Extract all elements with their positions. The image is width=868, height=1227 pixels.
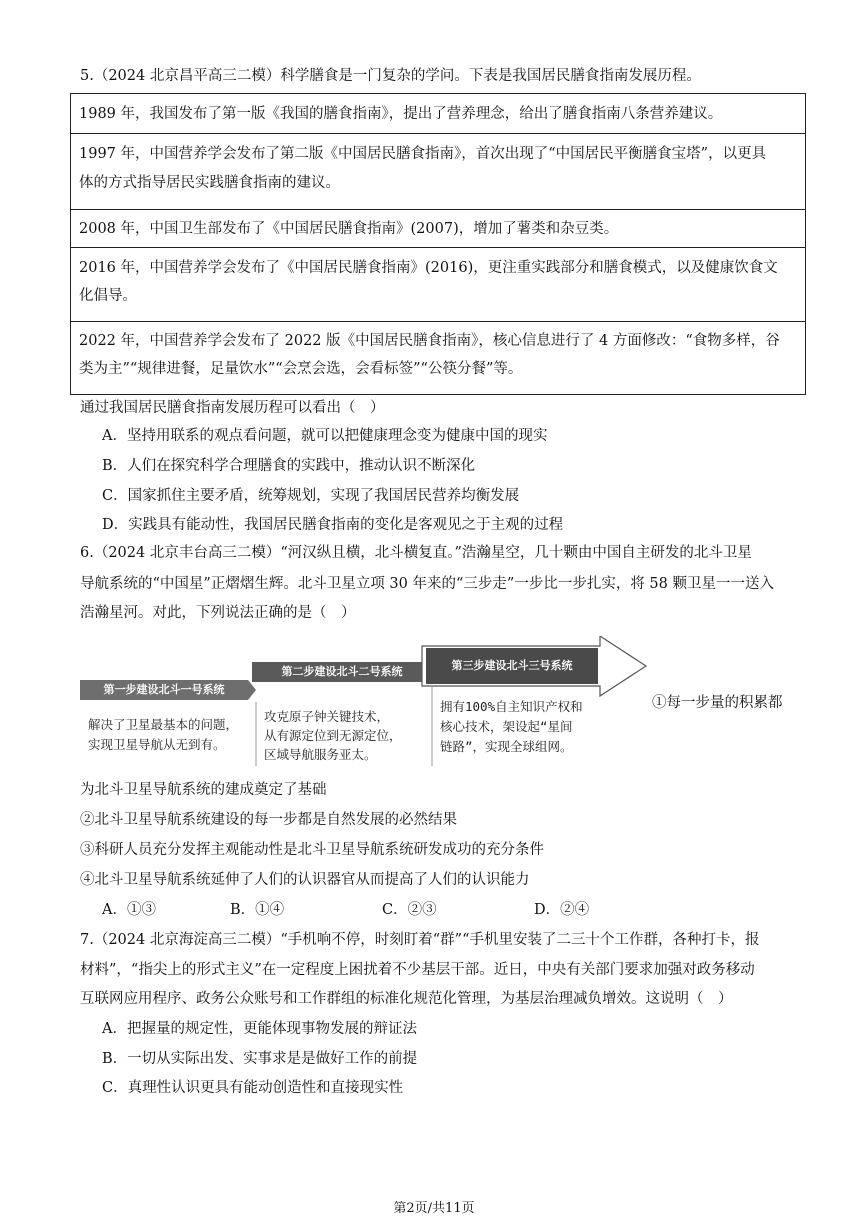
q7-stem-line: 7.（2024 北京海淀高三二模）“手机响不停，时刻盯着“群”“手机里安装了二三十个工作群，各种打卡，报 — [80, 932, 760, 948]
q6-item-4: ④北斗卫星导航系统延伸了人们的认识器官从而提高了人们的认识能力 — [80, 872, 530, 888]
q6-option-c: C．②③ — [382, 902, 437, 918]
table-cell-line: 2022 年，中国营养学会发布了 2022 版《中国居民膳食指南》，核心信息进行了 4 方面修改：“食物多样，谷 — [79, 333, 780, 349]
step2-title: 第二步建设北斗二号系统 — [281, 665, 403, 678]
q7-stem-line: 材料”，“指尖上的形式主义”在一定程度上困扰着不少基层干部。近日，中央有关部门要求加强对政务移动 — [80, 962, 755, 978]
q6-option-b: B．①④ — [230, 902, 285, 918]
q5-stem: 5.（2024 北京昌平高三二模）科学膳食是一门复杂的学问。下表是我国居民膳食指南发展历程。 — [80, 68, 701, 84]
q6-stem-line: 6.（2024 北京丰台高三二模）“河汉纵且横，北斗横复直。”浩瀚星空，几十颗由中国自主研发的北斗卫星 — [80, 545, 752, 561]
q7-stem-line: 互联网应用程序、政务公众账号和工作群组的标准化规范化管理，为基层治理减负增效。这说明（ ） — [80, 991, 733, 1007]
q6-stem-line: 浩瀚星河。对此，下列说法正确的是（ ） — [80, 605, 356, 621]
q6-item-2: ②北斗卫星导航系统建设的每一步都是自然发展的必然结果 — [80, 812, 457, 828]
step2-desc-line: 区域导航服务亚太。 — [264, 747, 377, 762]
table-cell-line: 类为主”“规律进餐，足量饮水”“会烹会选，会看标签”“公筷分餐”等。 — [79, 361, 523, 377]
step1-desc-line: 解决了卫星最基本的问题， — [88, 717, 239, 732]
q6-option-d: D．②④ — [534, 902, 590, 918]
q6-item-1-cont: 为北斗卫星导航系统的建成奠定了基础 — [80, 782, 327, 798]
step2-desc-line: 攻克原子钟关键技术， — [264, 709, 390, 724]
page-number: 第2页/共11页 — [393, 1201, 475, 1216]
q6-item-1-start: ①每一步量的积累都 — [652, 695, 783, 711]
step1-desc-line: 实现卫星导航从无到有。 — [88, 737, 226, 752]
q7-option-b: B．一切从实际出发、实事求是是做好工作的前提 — [102, 1051, 418, 1067]
table-cell-line: 化倡导。 — [79, 288, 137, 304]
step3-title: 第三步建设北斗三号系统 — [451, 659, 573, 672]
table-cell-line: 体的方式指导居民实践膳食指南的建议。 — [79, 175, 340, 191]
table-row — [71, 94, 805, 134]
step1-title: 第一步建设北斗一号系统 — [103, 683, 225, 696]
q5-option-b: B．人们在探究科学合理膳食的实践中，推动认识不断深化 — [102, 458, 476, 474]
q5-option-d: D．实践具有能动性，我国居民膳食指南的变化是客观见之于主观的过程 — [102, 517, 564, 533]
q5-option-a: A．坚持用联系的观点看问题，就可以把健康理念变为健康中国的现实 — [102, 428, 548, 444]
table-cell-line: 1997 年，中国营养学会发布了第二版《中国居民膳食指南》，首次出现了“中国居民平衡膳食宝塔”，以更具 — [79, 146, 767, 162]
table-row — [71, 322, 805, 394]
step3-desc-line: 核心技术，架设起“星间 — [440, 719, 573, 734]
q5-question: 通过我国居民膳食指南发展历程可以看出（ ） — [80, 400, 385, 416]
q6-option-a: A．①③ — [102, 902, 156, 918]
q5-option-c: C．国家抓住主要矛盾，统筹规划，实现了我国居民营养均衡发展 — [102, 488, 520, 504]
q7-option-c: C．真理性认识更具有能动创造性和直接现实性 — [102, 1080, 404, 1096]
beidou-steps-figure — [80, 636, 650, 772]
table-row — [71, 134, 805, 210]
q5-table — [70, 93, 806, 395]
table-cell-line: 1989 年，我国发布了第一版《我国的膳食指南》，提出了营养理念，给出了膳食指南八条营养建议。 — [79, 106, 723, 122]
step2-desc-line: 从有源定位到无源定位， — [264, 728, 402, 743]
q6-item-3: ③科研人员充分发挥主观能动性是北斗卫星导航系统研发成功的充分条件 — [80, 842, 544, 858]
table-row — [71, 248, 805, 322]
table-row — [71, 210, 805, 248]
q7-option-a: A．把握量的规定性，更能体现事物发展的辩证法 — [102, 1021, 417, 1037]
step3-desc-line: 拥有100%自主知识产权和 — [440, 699, 583, 714]
table-cell-line: 2016 年，中国营养学会发布了《中国居民膳食指南》(2016)，更注重实践部分和膳食模式，以及健康饮食文 — [79, 260, 778, 276]
step3-desc-line: 链路”，实现全球组网。 — [440, 739, 573, 754]
table-cell-line: 2008 年，中国卫生部发布了《中国居民膳食指南》(2007)，增加了薯类和杂豆类。 — [79, 221, 619, 237]
q6-stem-line: 导航系统的“中国星”正熠熠生辉。北斗卫星立项 30 年来的“三步走”一步比一步扎实，将 58 颗卫星一一送入 — [80, 576, 774, 592]
